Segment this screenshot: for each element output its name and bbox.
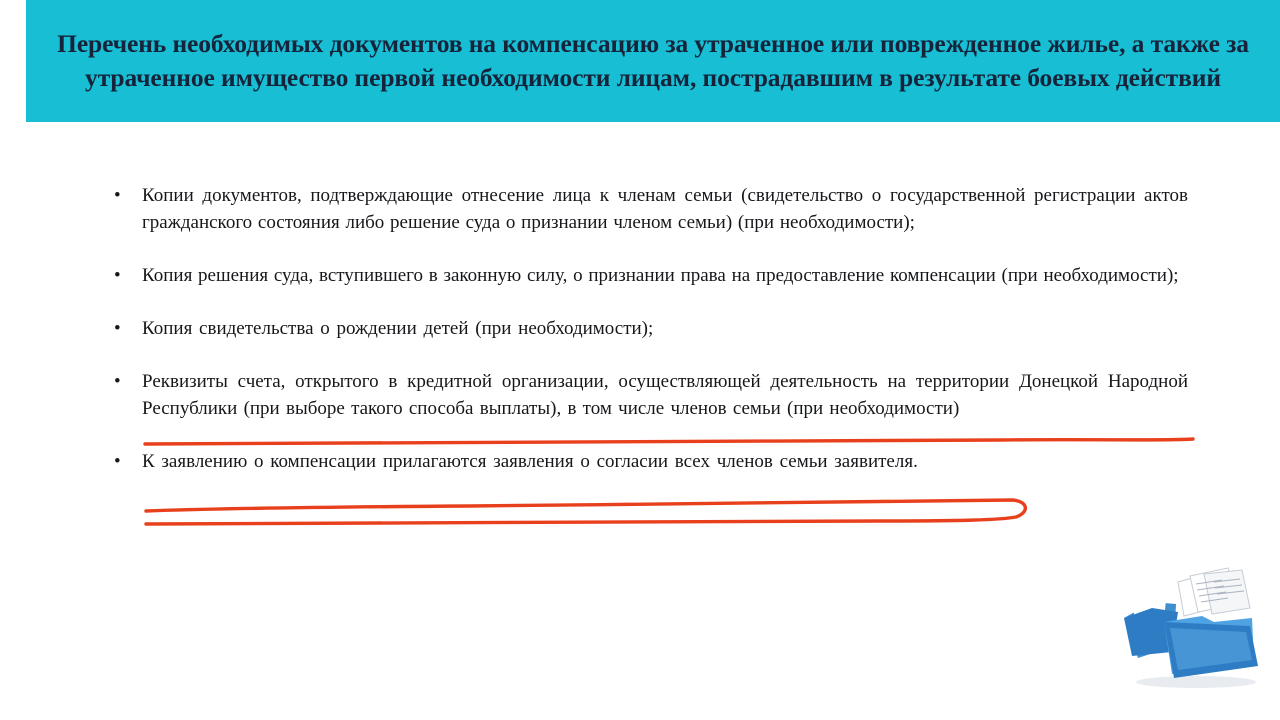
list-item [108,368,1188,422]
bullet-icon: • [114,371,121,392]
underline-loop-consent-icon [146,500,1025,524]
list-item-text: К заявлению о компенсации прилагаются заявления о согласии всех членов семьи заявителя. [142,451,918,472]
list-item [108,315,1188,342]
bullet-icon: • [114,318,121,339]
list-item-text: Копии документов, подтверждающие отнесение лица к членам семьи (свидетельство о государственной регистрации актов гражданского состояния либо решение суда о признании членом семьи) (при необходимости); [142,185,1188,233]
bullet-icon: • [114,185,121,206]
document-requirements-list [108,182,1188,475]
list-item [108,182,1188,236]
list-item-text: Копия решения суда, вступившего в законную силу, о признании права на предоставление компенсации (при необходимости); [142,265,1179,286]
list-item-text: Реквизиты счета, открытого в кредитной организации, осуществляющей деятельность на территории Донецкой Народной Республики (при выборе такого способа выплаты), в том числе членов семьи (при необходимости) [142,371,1188,419]
bullet-icon: • [114,265,121,286]
list-item [108,262,1188,289]
slide-header-band [26,0,1280,122]
bullet-icon: • [114,451,121,472]
documents-folder-illustration-icon [1118,560,1268,690]
list-item [108,448,1188,475]
slide-title: Перечень необходимых документов на компенсацию за утраченное или поврежденное жилье, а также за утраченное имущество первой необходимости лицам, пострадавшим в результате боевых действий [57,29,1249,92]
list-item-text: Копия свидетельства о рождении детей (при необходимости); [142,318,654,339]
